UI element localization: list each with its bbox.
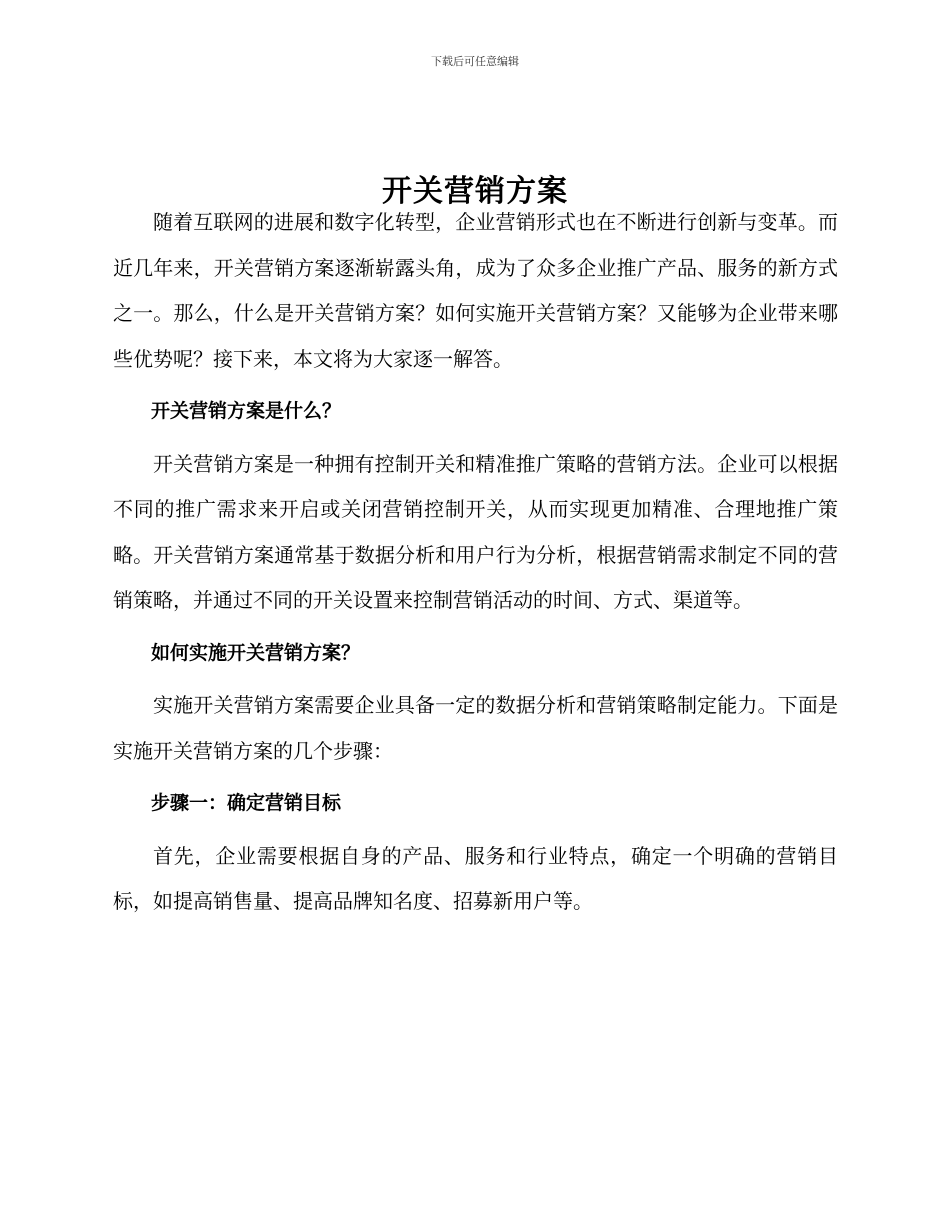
document-body bbox=[113, 200, 838, 925]
intro-paragraph: 随着互联网的进展和数字化转型，企业营销形式也在不断进行创新与变革。而近几年来，开关营销方案逐渐崭露头角，成为了众多企业推广产品、服务的新方式之一。那么，什么是开关营销方案？如何实施开关营销方案？又能够为企业带来哪些优势呢？接下来，本文将为大家逐一解答。 bbox=[113, 210, 838, 371]
page-header-note: 下载后可任意编辑 bbox=[431, 55, 519, 68]
section-heading-what: 开关营销方案是什么？ bbox=[151, 400, 342, 422]
step-one-heading: 步骤一：确定营销目标 bbox=[151, 792, 342, 814]
implementation-paragraph: 实施开关营销方案需要企业具备一定的数据分析和营销策略制定能力。下面是实施开关营销方案的几个步骤： bbox=[113, 693, 838, 763]
section-heading-how: 如何实施开关营销方案？ bbox=[151, 641, 361, 664]
step-one-paragraph: 首先，企业需要根据自身的产品、服务和行业特点，确定一个明确的营销目标，如提高销售量、提高品牌知名度、招募新用户等。 bbox=[113, 843, 838, 913]
definition-paragraph: 开关营销方案是一种拥有控制开关和精准推广策略的营销方法。企业可以根据不同的推广需求来开启或关闭营销控制开关，从而实现更加精准、合理地推广策略。开关营销方案通常基于数据分析和用户行为分析，根据营销需求制定不同的营销策略，并通过不同的开关设置来控制营销活动的时间、方式、渠道等。 bbox=[113, 451, 838, 612]
document-title: 开关营销方案 bbox=[382, 174, 568, 210]
